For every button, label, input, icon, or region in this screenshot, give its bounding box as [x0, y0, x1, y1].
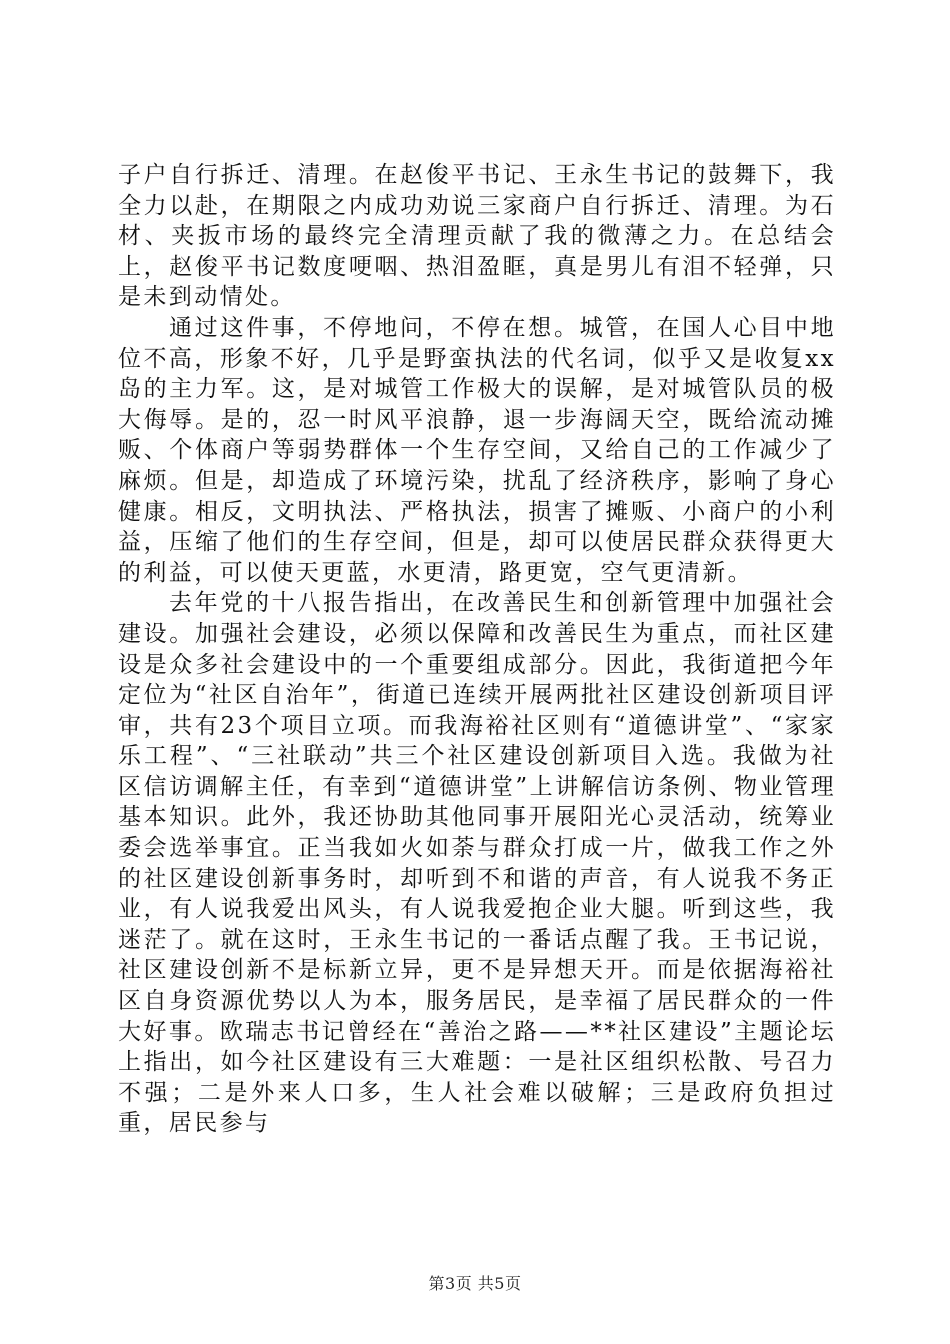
paragraph-3: 去年党的十八报告指出，在改善民生和创新管理中加强社会建设。加强社会建设，必须以保障和改善民生为重点，而社区建设是众多社会建设中的一个重要组成部分。因此，我街道把今年定位为“社区自治年”，街道已连续开展两批社区建设创新项目评审，共有23个项目立项。而我海裕社区则有“道德讲堂”、“家家乐工程”、“三社联动”共三个社区建设创新项目入选。我做为社区信访调解主任，有幸到“道德讲堂”上讲解信访条例、物业管理基本知识。此外，我还协助其他同事开展阳光心灵活动，统筹业委会选举事宜。正当我如火如荼与群众打成一片，做我工作之外的社区建设创新事务时，却听到不和谐的声音，有人说我不务正业，有人说我爱出风头，有人说我爱抱企业大腿。听到这些，我迷茫了。就在这时，王永生书记的一番话点醒了我。王书记说，社区建设创新不是标新立异，更不是异想天开。而是依据海裕社区自身资源优势以人为本，服务居民，是幸福了居民群众的一件大好事。欧瑞志书记曾经在“善治之路——**社区建设”主题论坛上指出，如今社区建设有三大难题：一是社区组织松散、号召力不强；二是外来人口多，生人社会难以破解；三是政府负担过重，居民参与: [118, 590, 836, 1137]
document-body: [118, 160, 836, 1139]
paragraph-2: 通过这件事，不停地问，不停在想。城管，在国人心目中地位不高，形象不好，几乎是野蛮执法的代名词，似乎又是收复xx岛的主力军。这，是对城管工作极大的误解，是对城管队员的极大侮辱。是的，忍一时风平浪静，退一步海阔天空，既给流动摊贩、个体商户等弱势群体一个生存空间，又给自己的工作减少了麻烦。但是，却造成了环境污染，扰乱了经济秩序，影响了身心健康。相反，文明执法、严格执法，损害了摊贩、小商户的小利益，压缩了他们的生存空间，但是，却可以使居民群众获得更大的利益，可以使天更蓝，水更清，路更宽，空气更清新。: [118, 314, 836, 586]
paragraph-1: 子户自行拆迁、清理。在赵俊平书记、王永生书记的鼓舞下，我全力以赴，在期限之内成功劝说三家商户自行拆迁、清理。为石材、夹扳市场的最终完全清理贡献了我的微薄之力。在总结会上，赵俊平书记数度哽咽、热泪盈眶，真是男儿有泪不轻弹，只是未到动情处。: [118, 162, 836, 311]
page-number-footer: 第3页 共5页: [428, 1274, 522, 1293]
